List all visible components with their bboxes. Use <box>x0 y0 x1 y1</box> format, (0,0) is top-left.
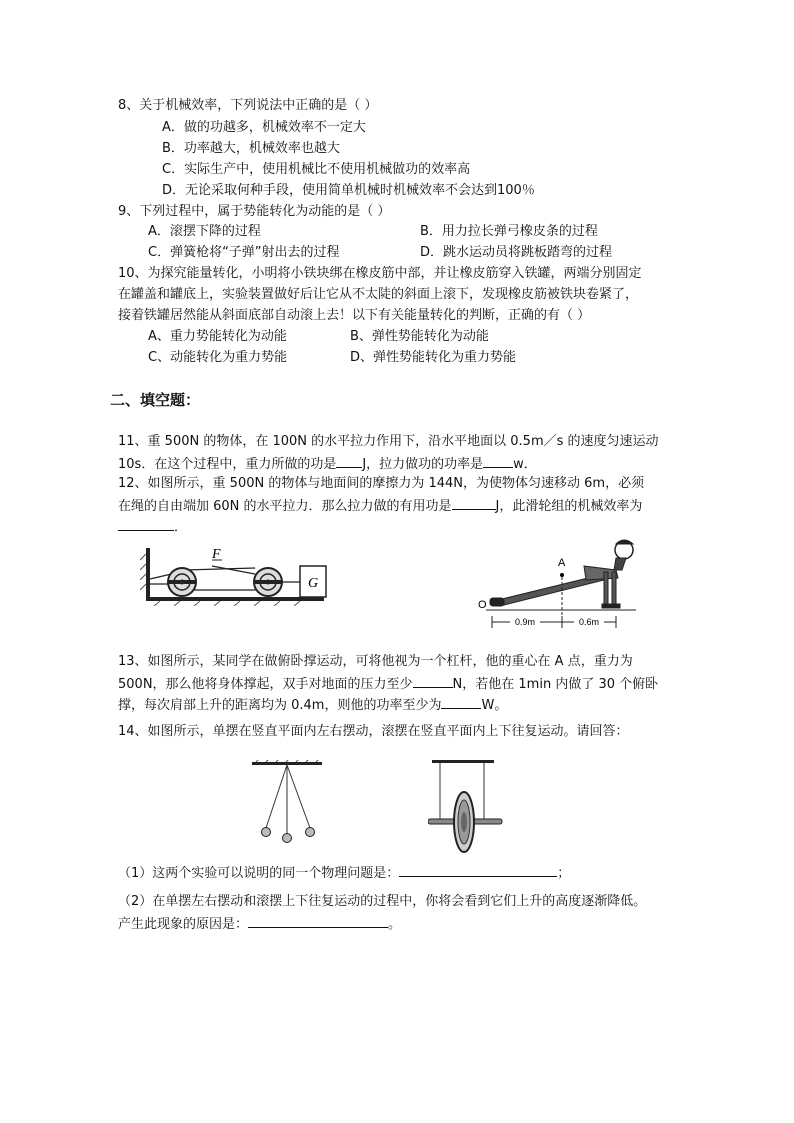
pendulum-strings <box>266 765 310 834</box>
q14-part1-end: ； <box>557 866 571 881</box>
q12-line-2 <box>118 495 642 517</box>
q11-line-2 <box>118 453 537 475</box>
point-a-label: A <box>558 557 566 569</box>
q11-blank-power[interactable] <box>483 453 513 468</box>
floor-hatching <box>154 601 300 606</box>
pendulum-diagram <box>252 760 326 844</box>
q10-line-3: 接着铁罐居然能从斜面底部自动滚上去！以下有关能量转化的判断，正确的有（ ） <box>118 308 591 323</box>
q14-blank-reason[interactable] <box>248 913 388 928</box>
q11-text-a: 10s．在这个过程中，重力所做的功是 <box>118 457 337 472</box>
fixed-pulley <box>168 568 196 596</box>
q10-line-1: 10、为探究能量转化，小明将小铁块绑在橡皮筋中部，并让橡皮筋穿入铁罐，两端分别固定 <box>118 266 642 281</box>
q12-blank-useful-work[interactable] <box>452 495 496 510</box>
q13-text-b: N，若他在 1min 内做了 30 个俯卧 <box>452 677 659 692</box>
point-o-label: O <box>478 599 487 611</box>
q10-option-a: A、重力势能转化为动能 <box>148 329 287 344</box>
wall <box>146 548 150 600</box>
q14-part1-text: （1）这两个实验可以说明的同一个物理问题是： <box>118 866 400 881</box>
support-hatching <box>256 760 320 762</box>
q10-option-b: B、弹性势能转化为动能 <box>350 329 489 344</box>
q11-line-1: 11、重 500N 的物体，在 100N 的水平拉力作用下，沿水平地面以 0.5m／s 的速度匀速运动 <box>118 434 659 449</box>
q12-blank-efficiency[interactable] <box>118 516 174 531</box>
q11-blank-work[interactable] <box>336 453 362 468</box>
q12-text-a: 在绳的自由端加 60N 的水平拉力．那么拉力做的有用功是 <box>118 499 452 514</box>
wall-hatching <box>140 554 146 590</box>
q13-blank-power[interactable] <box>441 694 481 709</box>
q10-line-2: 在罐盖和罐底上，实验装置做好后让它从不太陡的斜面上滚下，发现橡皮筋被铁块卷紧了， <box>118 287 639 302</box>
force-label: F <box>212 547 221 562</box>
pendulum-bob-left <box>262 828 271 837</box>
pendulum-bob-right <box>306 828 315 837</box>
q14-blank-concept[interactable] <box>399 862 557 877</box>
q13-text-a: 500N，那么他将身体撑起，双手对地面的压力至少 <box>118 677 413 692</box>
q11-text-b: J，拉力做功的功率是 <box>362 457 484 472</box>
q14-part3-end: 。 <box>388 917 402 932</box>
q13-line-1: 13、如图所示，某同学在做俯卧撑运动，可将他视为一个杠杆，他的重心在 A 点，重力为 <box>118 654 633 669</box>
q12-text-c: ． <box>174 520 188 535</box>
q12-text-b: J，此滑轮组的机械效率为 <box>495 499 643 514</box>
q9-option-b: B．用力拉长弹弓橡皮条的过程 <box>420 224 598 239</box>
q13-line-3 <box>118 694 507 716</box>
q9-stem: 9、下列过程中，属于势能转化为动能的是（ ） <box>118 204 391 219</box>
moving-pulley <box>254 568 282 596</box>
q13-text-c: 撑，每次肩部上升的距离均为 0.4m，则他的功率至少为 <box>118 698 442 713</box>
q8-option-a: A．做的功越多，机械效率不一定大 <box>162 120 366 135</box>
q11-text-c: w． <box>513 457 537 472</box>
pendulum-support <box>252 762 322 765</box>
q13-blank-force[interactable] <box>413 673 453 688</box>
q14-part1 <box>118 862 570 884</box>
q13-line-2 <box>118 673 658 695</box>
q9-option-d: D．跳水运动员将跳板踏弯的过程 <box>420 245 613 260</box>
q10-option-c: C、动能转化为重力势能 <box>148 350 288 365</box>
q9-option-c: C．弹簧枪将“子弹”射出去的过程 <box>148 245 340 260</box>
wheel-support <box>432 760 494 763</box>
q14-part2: （2）在单摆左右摆动和滚摆上下往复运动的过程中，你将会看到它们上升的高度逐渐降低。 <box>118 894 647 909</box>
q8-option-b: B．功率越大，机械效率也越大 <box>162 141 340 156</box>
floor <box>146 597 324 601</box>
pushup-diagram <box>476 530 646 632</box>
q12-line-3 <box>118 516 187 538</box>
weight-label: G <box>307 576 319 591</box>
pendulum-bob-center <box>283 834 292 843</box>
q8-option-d: D．无论采取何种手段，使用简单机械时机械效率不会达到100％ <box>162 183 535 198</box>
q8-stem: 8、关于机械效率，下列说法中正确的是（ ） <box>118 98 378 113</box>
q14-part3 <box>118 913 401 935</box>
center-of-gravity-point <box>560 573 564 577</box>
q9-option-a: A．滚摆下降的过程 <box>148 224 261 239</box>
pulley-diagram <box>140 544 330 606</box>
maxwell-wheel-diagram <box>428 758 508 860</box>
q12-line-1: 12、如图所示，重 500N 的物体与地面间的摩擦力为 144N，为使物体匀速移动 6m，必须 <box>118 476 645 491</box>
q14-part3-text: 产生此现象的原因是： <box>118 917 249 932</box>
q10-option-d: D、弹性势能转化为重力势能 <box>350 350 517 365</box>
q13-text-d: W。 <box>481 698 508 713</box>
distance-label-2: 0.6m <box>578 617 600 627</box>
distance-label-1: 0.9m <box>514 617 536 627</box>
q8-option-c: C．实际生产中，使用机械比不使用机械做功的效率高 <box>162 162 471 177</box>
section-title: 二、填空题： <box>110 391 201 409</box>
q14-stem: 14、如图所示，单摆在竖直平面内左右摆动，滚摆在竖直平面内上下往复运动。请回答： <box>118 724 629 739</box>
